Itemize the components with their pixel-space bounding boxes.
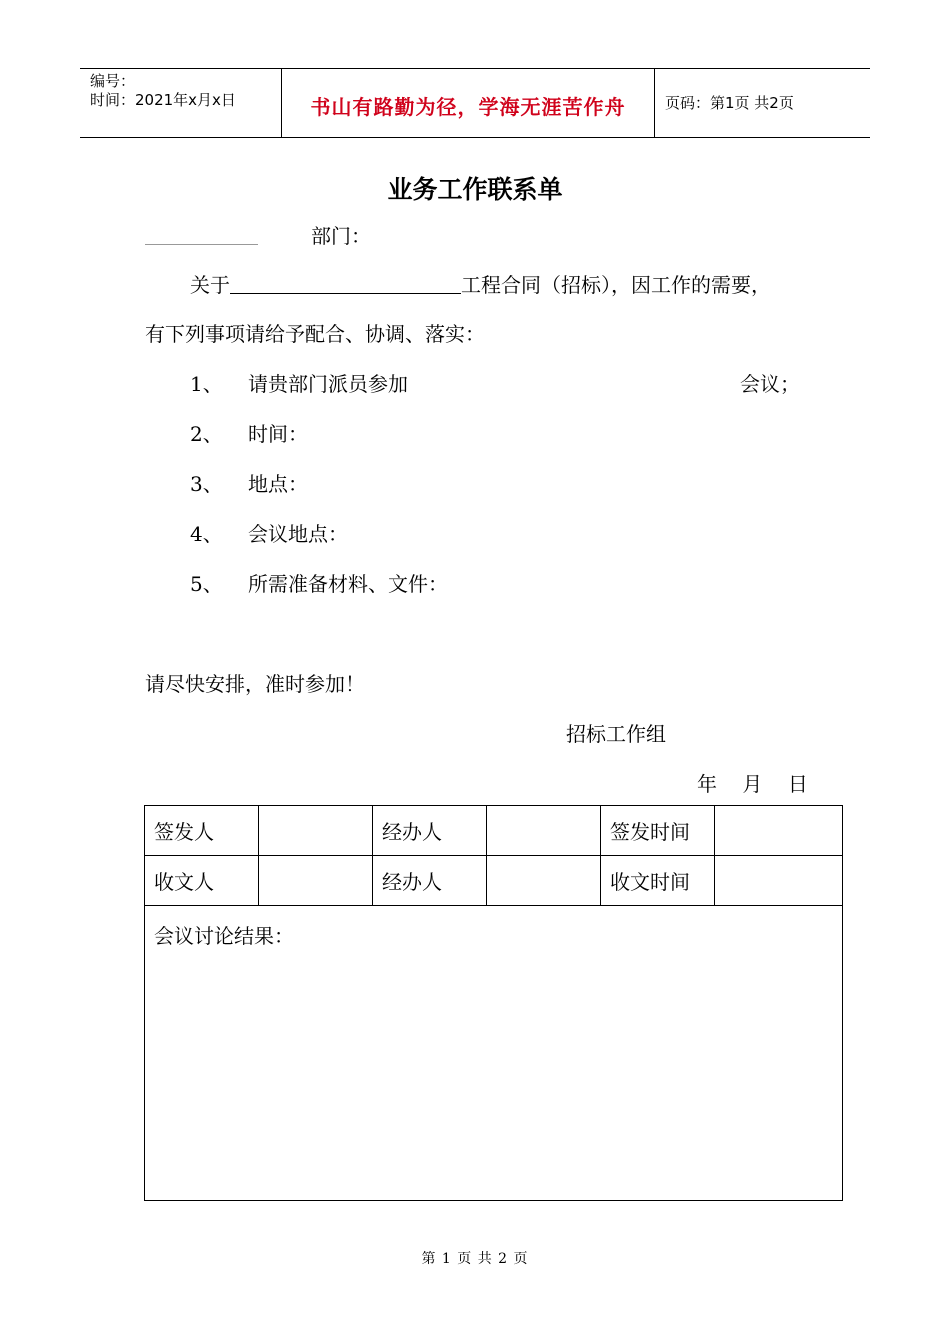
signer-value[interactable] [259,806,373,856]
header-meta-cell [80,69,282,137]
header-motto: 书山有路勤为径，学海无涯苦作舟 [310,95,626,119]
signer-label: 签发人 [145,806,259,856]
item-1-tail: 会议； [740,372,800,396]
receiver-label: 收文人 [145,856,259,906]
item-5-num: 5、 [190,572,223,596]
recipient-blank [145,222,258,245]
sign-table [144,805,843,906]
header-page-label: 页码：第1页 共2页 [665,94,794,112]
meeting-result-box[interactable] [144,906,843,1201]
intro-about: 关于 [190,273,230,297]
table-row [145,806,843,856]
header-motto-cell [282,69,655,137]
receive-time-label: 收文时间 [601,856,715,906]
table-row [145,856,843,906]
handler-value[interactable] [487,806,601,856]
item-4-num: 4、 [190,522,223,546]
intro-line-2: 有下列事项请给予配合、协调、落实： [145,322,485,346]
intro-contract: 工程合同（招标），因工作的需要， [461,273,771,297]
handler-label: 经办人 [373,856,487,906]
document-header [80,68,870,138]
receiver-value[interactable] [259,856,373,906]
header-number-label: 编号： [90,72,136,90]
issue-time-label: 签发时间 [601,806,715,856]
issue-time-value[interactable] [715,806,843,856]
intro-line-1 [190,271,771,299]
item-2-text: 时间： [248,422,308,446]
item-1-num: 1、 [190,372,223,396]
page-footer: 第 1 页 共 2 页 [421,1251,529,1267]
meeting-result-label: 会议讨论结果： [154,924,294,948]
handler-value[interactable] [487,856,601,906]
receive-time-value[interactable] [715,856,843,906]
item-5-text: 所需准备材料、文件： [248,572,448,596]
item-2-num: 2、 [190,422,223,446]
page-title: 业务工作联系单 [387,175,563,204]
item-3-text: 地点： [248,472,308,496]
dept-label: 部门： [311,224,371,248]
closing-text: 请尽快安排，准时参加！ [145,672,365,696]
item-4-text: 会议地点： [248,522,348,546]
signature-org: 招标工作组 [566,722,666,746]
header-time-label: 时间：2021年x月x日 [90,91,236,109]
item-1-text: 请贵部门派员参加 [248,372,408,396]
signature-date: 年 月 日 [697,772,808,796]
item-3-num: 3、 [190,472,223,496]
handler-label: 经办人 [373,806,487,856]
header-page-cell [655,69,870,137]
project-blank [230,271,461,294]
